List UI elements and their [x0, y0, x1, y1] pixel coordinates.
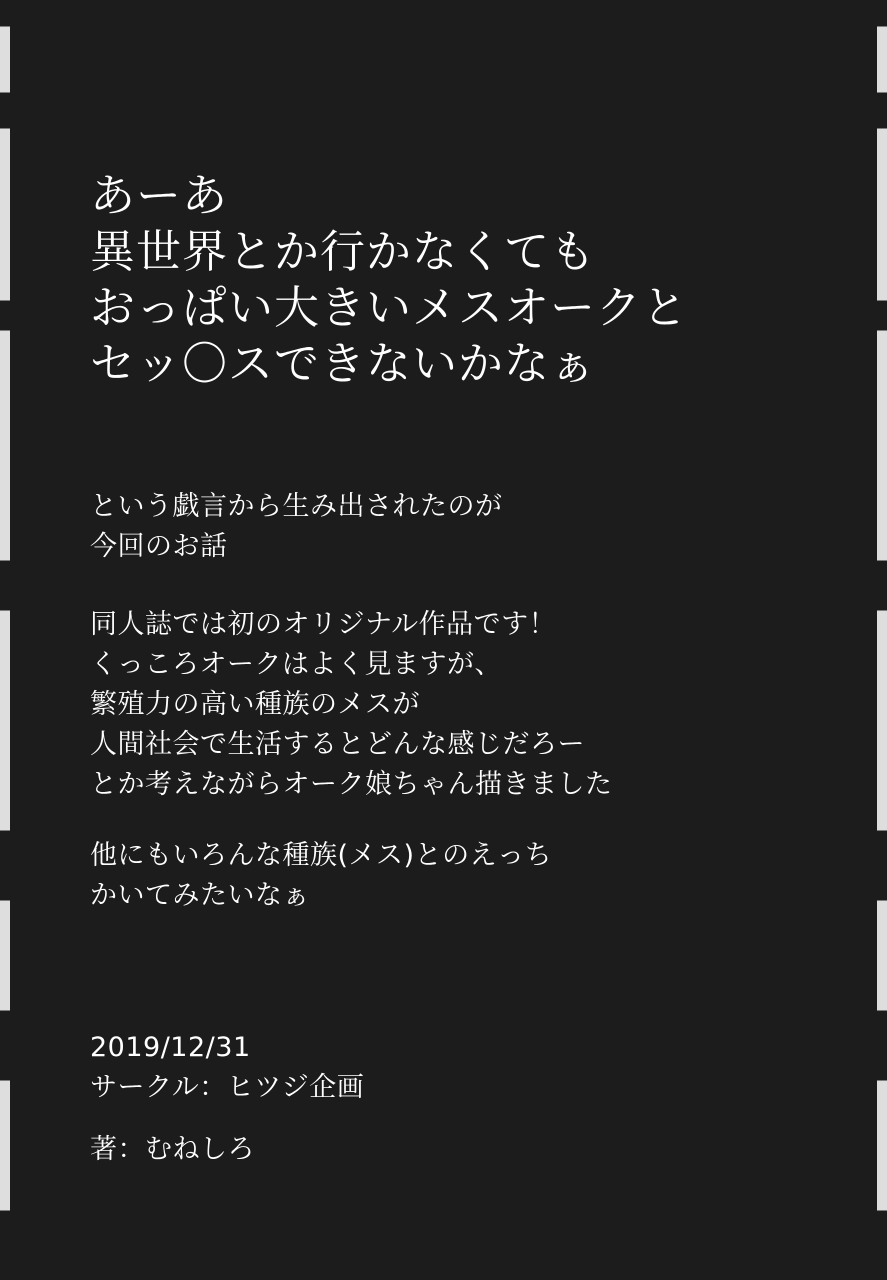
paragraph-3-line-1: 他にもいろんな種族(メス)とのえっち	[90, 840, 553, 871]
headline-line-1: あーあ	[90, 169, 229, 222]
publication-date: 2019/12/31	[90, 1032, 251, 1063]
page-content	[90, 0, 830, 1280]
headline-block	[90, 168, 830, 392]
paragraph-2-line-4: 人間社会で生活するとどんな感じだろー	[90, 729, 585, 760]
paragraph-2-line-2: くっころオークはよく見ますが、	[90, 649, 502, 680]
paragraph-1-line-1: という戯言から生み出されたのが	[90, 491, 503, 522]
paragraph-1	[90, 487, 830, 567]
author-name: 著：むねしろ	[90, 1134, 255, 1165]
headline-line-3: おっぱい大きいメスオークと	[90, 281, 689, 334]
circle-name: サークル：ヒツジ企画	[90, 1072, 365, 1103]
paragraph-3	[90, 836, 830, 916]
paragraph-2-line-1: 同人誌では初のオリジナル作品です！	[90, 609, 557, 640]
paragraph-2-line-5: とか考えながらオーク娘ちゃん描きました	[90, 769, 613, 800]
paragraph-2-line-3: 繁殖力の高い種族のメスが	[90, 689, 420, 720]
headline-line-4: セッ〇スできないかなぁ	[90, 337, 597, 390]
paragraph-1-line-2: 今回のお話	[90, 531, 228, 562]
page-edge-left-texture	[0, 0, 10, 1280]
colophon-block	[90, 1028, 830, 1170]
paragraph-2	[90, 605, 830, 805]
page-edge-right-texture	[877, 0, 887, 1280]
headline-line-2: 異世界とか行かなくても	[90, 225, 597, 278]
paragraph-3-line-2: かいてみたいなぁ	[90, 880, 310, 911]
